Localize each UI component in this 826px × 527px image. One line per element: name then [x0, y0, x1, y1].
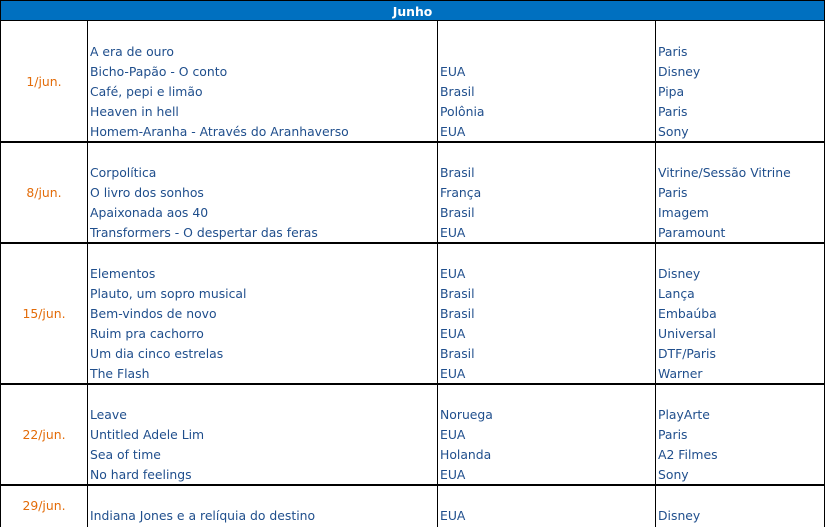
movie-country: EUA — [440, 225, 466, 240]
movie-title: O livro dos sonhos — [90, 185, 204, 200]
release-date: 29/jun. — [22, 498, 66, 513]
movie-country: Brasil — [440, 205, 475, 220]
movie-title: Sea of time — [90, 447, 161, 462]
movie-country: Brasil — [440, 84, 475, 99]
movie-title: Um dia cinco estrelas — [90, 346, 224, 361]
movie-distributor: Universal — [658, 326, 716, 341]
movie-title: Corpolítica — [90, 165, 157, 180]
movie-distributor: Paris — [658, 185, 688, 200]
movie-distributor: Warner — [658, 366, 703, 381]
movie-distributor: Sony — [658, 124, 689, 139]
movie-distributor: Paris — [658, 427, 688, 442]
release-date: 15/jun. — [22, 306, 66, 321]
movie-title: Indiana Jones e a relíquia do destino — [90, 508, 316, 523]
movie-distributor: Vitrine/Sessão Vitrine — [658, 165, 791, 180]
movie-country: Noruega — [440, 407, 493, 422]
movie-distributor: Paris — [658, 104, 688, 119]
movie-title: Bem-vindos de novo — [90, 306, 217, 321]
movie-title: Café, pepi e limão — [90, 84, 203, 99]
movie-country: EUA — [440, 266, 466, 281]
movie-distributor: Imagem — [658, 205, 709, 220]
movie-distributor: Sony — [658, 467, 689, 482]
movie-title: Apaixonada aos 40 — [90, 205, 209, 220]
movie-title: Ruim pra cachorro — [90, 326, 204, 341]
movie-title: Leave — [90, 407, 127, 422]
movie-title: Untitled Adele Lim — [90, 427, 205, 442]
movie-title: Plauto, um sopro musical — [90, 286, 247, 301]
movie-country: EUA — [440, 366, 466, 381]
movie-country: Brasil — [440, 286, 475, 301]
movie-country: EUA — [440, 124, 466, 139]
movie-country: Brasil — [440, 165, 475, 180]
release-date: 22/jun. — [22, 427, 66, 442]
movie-distributor: Disney — [658, 508, 701, 523]
movie-country: França — [440, 185, 482, 200]
movie-title: Heaven in hell — [90, 104, 179, 119]
movie-distributor: Pipa — [658, 84, 685, 99]
grid-line — [824, 0, 825, 527]
movie-title: No hard feelings — [90, 467, 192, 482]
movie-distributor: DTF/Paris — [658, 346, 716, 361]
grid-line — [655, 21, 656, 527]
movie-title: Elementos — [90, 266, 156, 281]
release-date: 1/jun. — [26, 74, 62, 89]
grid-line — [437, 21, 438, 527]
movie-country: EUA — [440, 64, 466, 79]
movie-distributor: Embaúba — [658, 306, 717, 321]
month-header: Junho — [0, 0, 825, 21]
movie-country: Polônia — [440, 104, 485, 119]
movie-country: EUA — [440, 427, 466, 442]
movie-country: Brasil — [440, 306, 475, 321]
movie-title: Transformers - O despertar das feras — [90, 225, 318, 240]
movie-distributor: A2 Filmes — [658, 447, 718, 462]
movie-country: EUA — [440, 467, 466, 482]
movie-distributor: Paris — [658, 44, 688, 59]
movie-title: Homem-Aranha - Através do Aranhaverso — [90, 124, 349, 139]
movie-distributor: Lança — [658, 286, 695, 301]
movie-distributor: Paramount — [658, 225, 726, 240]
movie-country: EUA — [440, 326, 466, 341]
release-date: 8/jun. — [26, 185, 62, 200]
movie-title: The Flash — [90, 366, 150, 381]
movie-distributor: Disney — [658, 64, 701, 79]
movie-distributor: PlayArte — [658, 407, 710, 422]
movie-distributor: Disney — [658, 266, 701, 281]
movie-country: Brasil — [440, 346, 475, 361]
movie-country: Holanda — [440, 447, 492, 462]
movie-title: Bicho-Papão - O conto — [90, 64, 228, 79]
movie-country: EUA — [440, 508, 466, 523]
grid-line — [87, 21, 88, 527]
movie-title: A era de ouro — [90, 44, 174, 59]
